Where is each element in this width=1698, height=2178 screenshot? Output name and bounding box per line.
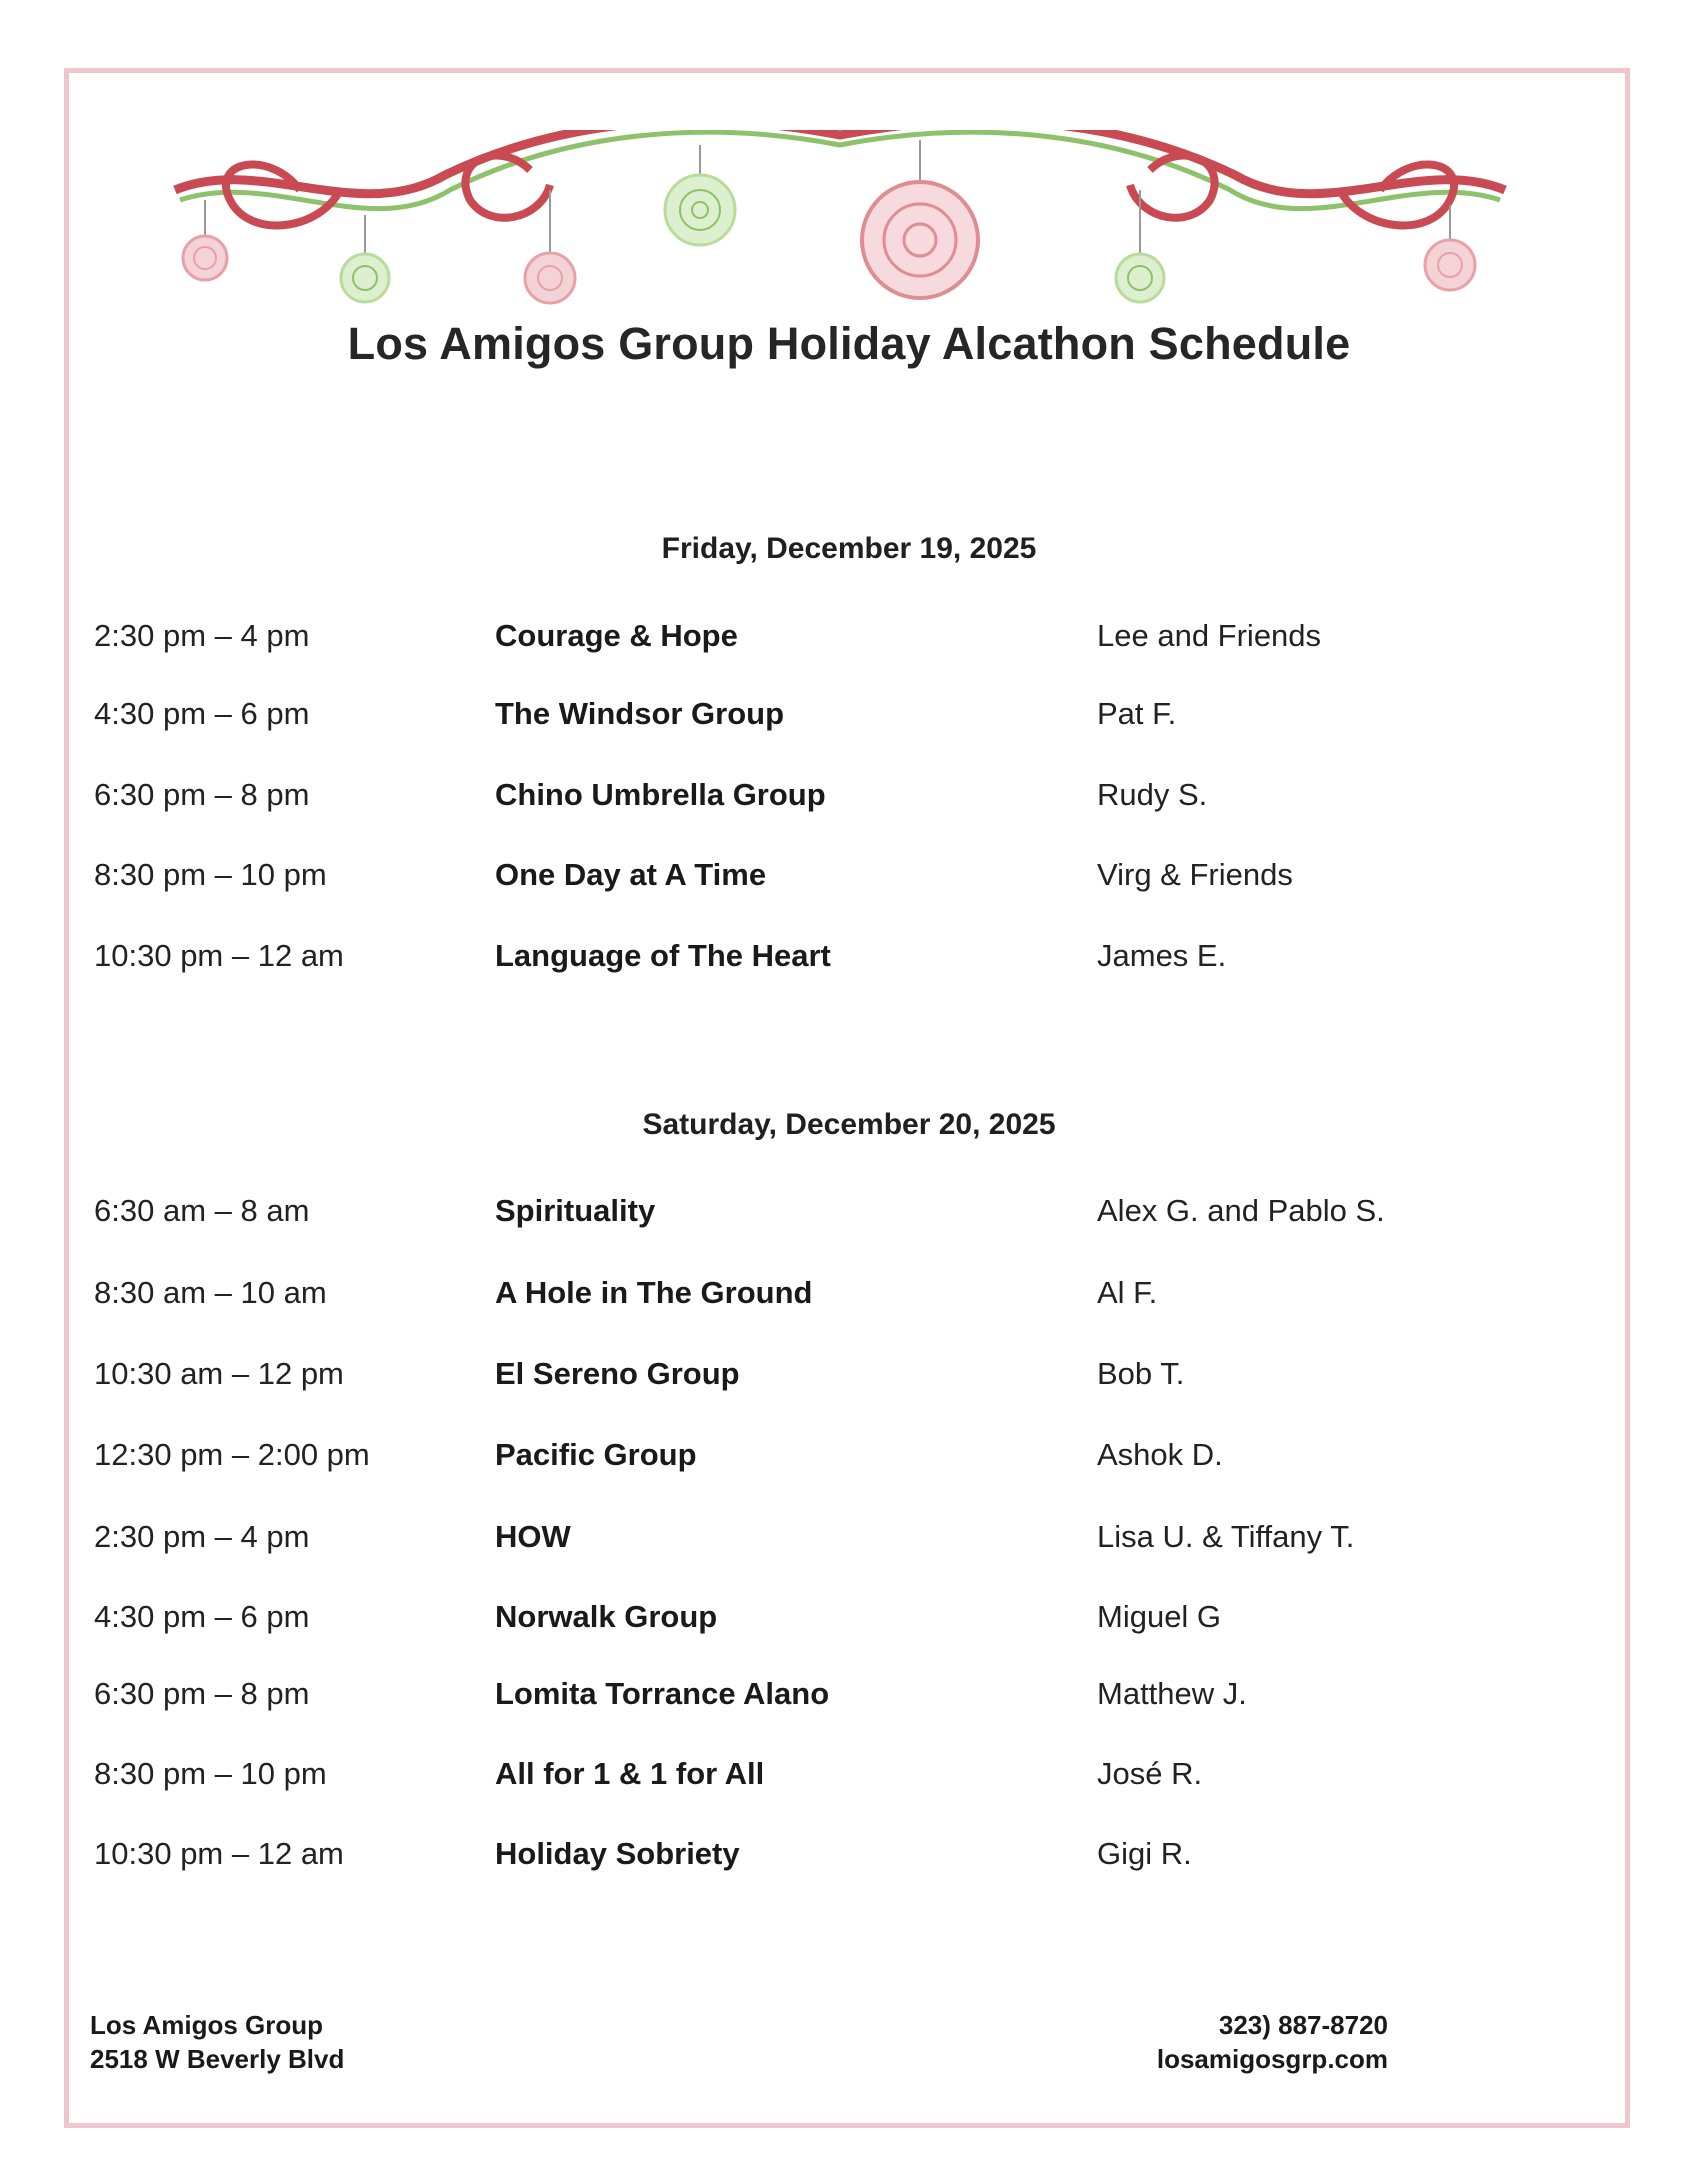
ornament-small-red-left (183, 236, 227, 280)
page-title: Los Amigos Group Holiday Alcathon Schedule (347, 318, 1351, 369)
row-speaker: Matthew J. (1097, 1676, 1247, 1711)
row-time: 6:30 pm – 8 pm (94, 1676, 310, 1711)
row-speaker: Bob T. (1097, 1356, 1185, 1391)
row-speaker: Ashok D. (1097, 1437, 1223, 1472)
row-speaker: Virg & Friends (1097, 857, 1293, 892)
schedule-row (0, 1599, 1698, 1643)
ornament-small-red-right (1425, 240, 1475, 290)
page-border (64, 68, 1630, 2128)
row-time: 4:30 pm – 6 pm (94, 1599, 310, 1634)
row-time: 2:30 pm – 4 pm (94, 1519, 310, 1554)
row-speaker: Alex G. and Pablo S. (1097, 1193, 1385, 1228)
row-group: All for 1 & 1 for All (495, 1756, 765, 1791)
row-speaker: Lee and Friends (1097, 618, 1322, 653)
ornament-small-green-right (1116, 254, 1164, 302)
row-group: Language of The Heart (495, 938, 831, 973)
row-group: Spirituality (495, 1193, 656, 1228)
row-group: One Day at A Time (495, 857, 767, 892)
row-speaker: José R. (1097, 1756, 1203, 1791)
schedule-row (0, 1756, 1698, 1800)
row-time: 4:30 pm – 6 pm (94, 696, 310, 731)
footer-contact-block (1157, 2008, 1388, 2076)
row-speaker: Rudy S. (1097, 777, 1208, 812)
row-speaker: Gigi R. (1097, 1836, 1192, 1871)
row-time: 2:30 pm – 4 pm (94, 618, 310, 653)
row-group: The Windsor Group (495, 696, 785, 731)
schedule-row (0, 857, 1698, 901)
ornament-green-center (665, 175, 735, 245)
day-heading-friday: Friday, December 19, 2025 (661, 532, 1037, 565)
ornament-large-red-center (862, 182, 978, 298)
schedule-row (0, 1275, 1698, 1319)
row-group: Chino Umbrella Group (495, 777, 826, 812)
row-time: 8:30 am – 10 am (94, 1275, 327, 1310)
schedule-row (0, 1437, 1698, 1481)
row-speaker: Miguel G (1097, 1599, 1222, 1634)
row-speaker: Al F. (1097, 1275, 1158, 1310)
footer-website: losamigosgrp.com (1156, 2044, 1388, 2074)
schedule-row (0, 1519, 1698, 1563)
day-heading-saturday: Saturday, December 20, 2025 (642, 1108, 1056, 1141)
schedule-row (0, 938, 1698, 982)
row-time: 6:30 pm – 8 pm (94, 777, 310, 812)
row-speaker: Lisa U. & Tiffany T. (1097, 1519, 1355, 1554)
schedule-row (0, 696, 1698, 740)
footer-address-block (90, 2008, 344, 2076)
row-speaker: James E. (1097, 938, 1227, 973)
schedule-row (0, 777, 1698, 821)
row-group: HOW (495, 1519, 571, 1554)
row-group: A Hole in The Ground (495, 1275, 813, 1310)
row-group: El Sereno Group (495, 1356, 740, 1391)
row-group: Lomita Torrance Alano (495, 1676, 830, 1711)
ornament-garland-illustration (150, 130, 1530, 315)
schedule-row (0, 1676, 1698, 1720)
footer-address: 2518 W Beverly Blvd (90, 2044, 345, 2074)
schedule-row (0, 1356, 1698, 1400)
row-time: 8:30 pm – 10 pm (94, 1756, 327, 1791)
row-time: 10:30 am – 12 pm (94, 1356, 344, 1391)
row-time: 10:30 pm – 12 am (94, 938, 344, 973)
row-time: 12:30 pm – 2:00 pm (94, 1437, 370, 1472)
schedule-row (0, 1193, 1698, 1237)
footer-phone: 323) 887-8720 (1218, 2010, 1388, 2040)
row-time: 8:30 pm – 10 pm (94, 857, 327, 892)
row-time: 10:30 pm – 12 am (94, 1836, 344, 1871)
row-group: Norwalk Group (495, 1599, 718, 1634)
schedule-row (0, 1836, 1698, 1880)
row-speaker: Pat F. (1097, 696, 1177, 731)
row-time: 6:30 am – 8 am (94, 1193, 310, 1228)
ornament-small-green-left (341, 254, 389, 302)
footer-org-name: Los Amigos Group (90, 2010, 324, 2040)
ornament-small-red-center-left (525, 253, 575, 303)
row-group: Holiday Sobriety (495, 1836, 740, 1871)
row-group: Pacific Group (495, 1437, 697, 1472)
row-group: Courage & Hope (495, 618, 738, 653)
schedule-row (0, 618, 1698, 662)
